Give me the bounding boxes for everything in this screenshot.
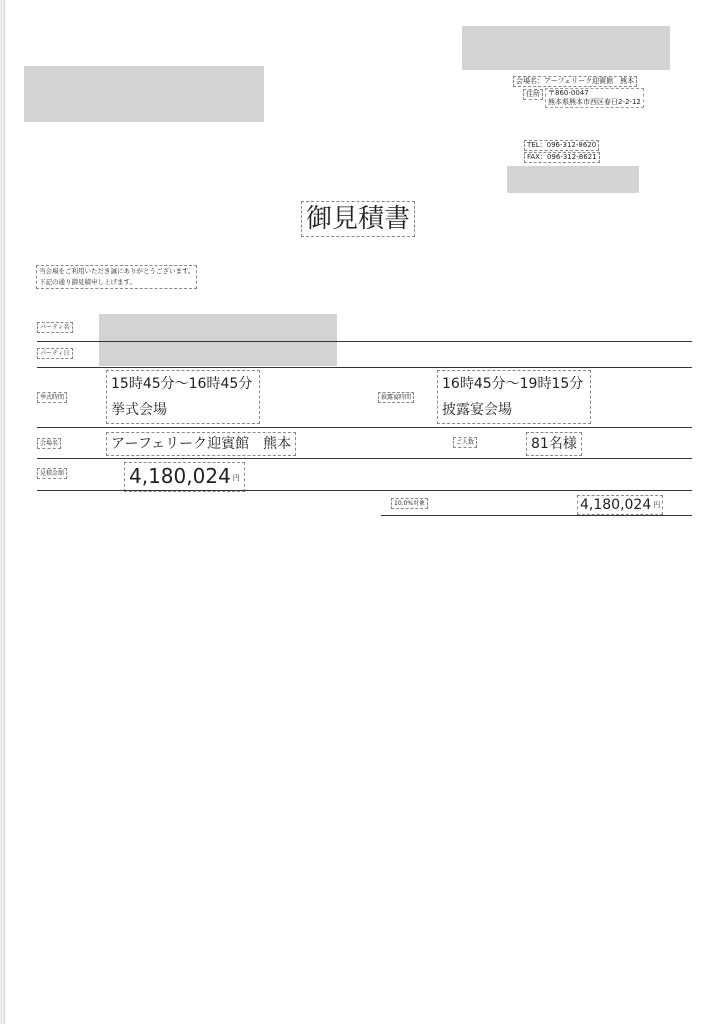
row-divider-5 [37,490,692,491]
greeting-line-1: 当会場をご利用いただき誠にありがとうございます。 [39,267,195,275]
company-fax: FAX：096-312-8621 [524,152,600,163]
redacted-recipient [24,66,264,122]
fax-value: 096-312-8621 [546,153,597,161]
tax-label: 10.0%対象 [391,498,428,509]
tel-value: 096-312-8620 [546,141,597,149]
ceremony-place: 挙式会場 [111,402,167,418]
company-venue-name: アーフェリーク迎賓館 熊本 [544,77,635,85]
document-title: 御見積書 [301,201,415,237]
reception-place: 披露宴会場 [442,402,512,418]
company-street: 熊本県熊本市西区春日2-2-12 [548,98,641,106]
row-divider-4 [37,458,692,459]
party-name-label: パーティ名 [37,322,73,333]
amount-value: 4,180,024 [129,464,231,488]
company-postal: 〒860-0047 [548,89,589,97]
ceremony-info [106,370,260,424]
redacted-stamp [507,166,639,193]
guests-value: 81名様 [526,432,582,456]
ceremony-time: 15時45分〜16時45分 [111,376,253,392]
tax-value: 4,180,024 [580,497,652,513]
guests-label: ご人数 [453,437,477,448]
ceremony-time-label: 挙式時間 [37,392,67,403]
greeting [36,265,197,289]
tax-unit: 円 [653,501,661,509]
amount-unit: 円 [232,473,240,482]
amount-label: 見積金額 [37,468,67,479]
reception-info [437,370,591,424]
company-address-label: 住所 [523,89,543,100]
company-tel: TEL：096-312-8620 [524,140,599,151]
row-divider-1 [37,341,692,342]
row-divider-2 [37,367,692,368]
redacted-logo [462,26,670,70]
tel-label: TEL [527,141,540,149]
tax-underline [381,515,692,516]
venue-value: アーフェリーク迎賓館 熊本 [106,432,296,456]
page-edge [0,0,5,1024]
company-address [545,88,644,108]
greeting-line-2: 下記の通り御見積申し上げます。 [39,278,136,286]
reception-time: 16時45分〜19時15分 [442,376,584,392]
venue-label: 会場名 [37,438,61,449]
row-divider-3 [37,427,692,428]
amount-box [124,462,245,492]
company-venue: 会場名：アーフェリーク迎賓館 熊本 [513,76,637,87]
redacted-party-info [99,314,337,366]
fax-label: FAX [527,153,540,161]
company-venue-label: 会場名 [516,77,537,85]
tax-amount [577,495,663,515]
reception-time-label: 披露宴時間 [378,392,414,403]
party-date-label: パーティ日 [37,348,73,359]
